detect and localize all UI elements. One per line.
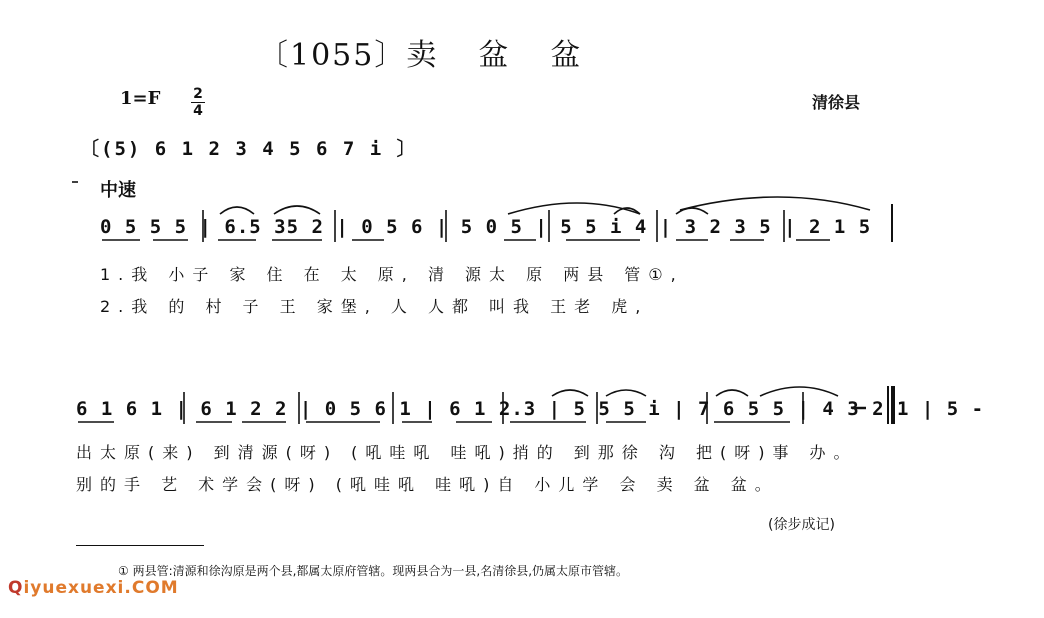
time-signature-top: 2 [193,86,203,102]
notes-line-1: 0 5 5 5 | 6.5 35 2 | 0 5 6 | 5 0 5 | 5 5 i 4 | 3 2 3 5 | 2 1 5 [100,216,872,238]
notes-line-2: 6 1 6 1 | 6 1 2 2 | 0 5 6 1 | 6 1 2.3 | 5 5 5 i | 7 6 5 5 | 4 3 2 1 | 5 - [76,398,985,420]
lyrics-line-2-verse-1: 出太原(来) 到清源(呀) (吼哇吼 哇吼)捎的 到那徐 沟 把(呀)事 办。 [76,443,858,462]
region-label: 清徐县 [812,93,861,112]
scale-line: 〔(5) 6 1 2 3 4 5 6 7 i 〕 [80,138,418,160]
lyrics-line-1-verse-1: 1.我 小子 家 住 在 太 原, 清 源太 原 两县 管①, [100,265,684,284]
lyrics-line-2-verse-2: 别的手 艺 术学会(呀) (吼哇吼 哇吼)自 小儿学 会 卖 盆 盆。 [76,475,779,494]
title-char-2: 盆 [478,38,511,73]
song-number: 〔1055〕 [258,38,407,73]
title-char-3: 盆 [550,38,583,73]
footnote: ① 两县管:清源和徐沟原是两个县,都属太原府管辖。现两县合为一县,名清徐县,仍属太原市管辖。 [118,564,629,578]
lyrics-line-1-verse-2: 2.我 的 村 子 王 家堡, 人 人都 叫我 王老 虎, [100,297,649,316]
title-char-1: 卖 [406,38,439,73]
transcriber-credit: (徐步成记) [768,517,835,533]
footnote-divider [76,545,204,546]
key-signature: 1=F [120,88,161,109]
tempo-marking: 中速 [100,180,136,201]
time-signature-bottom: 4 [193,103,203,119]
site-watermark [8,578,179,598]
watermark-text: iyuexuexi.COM [23,578,179,598]
watermark-prefix: Q [8,578,24,598]
